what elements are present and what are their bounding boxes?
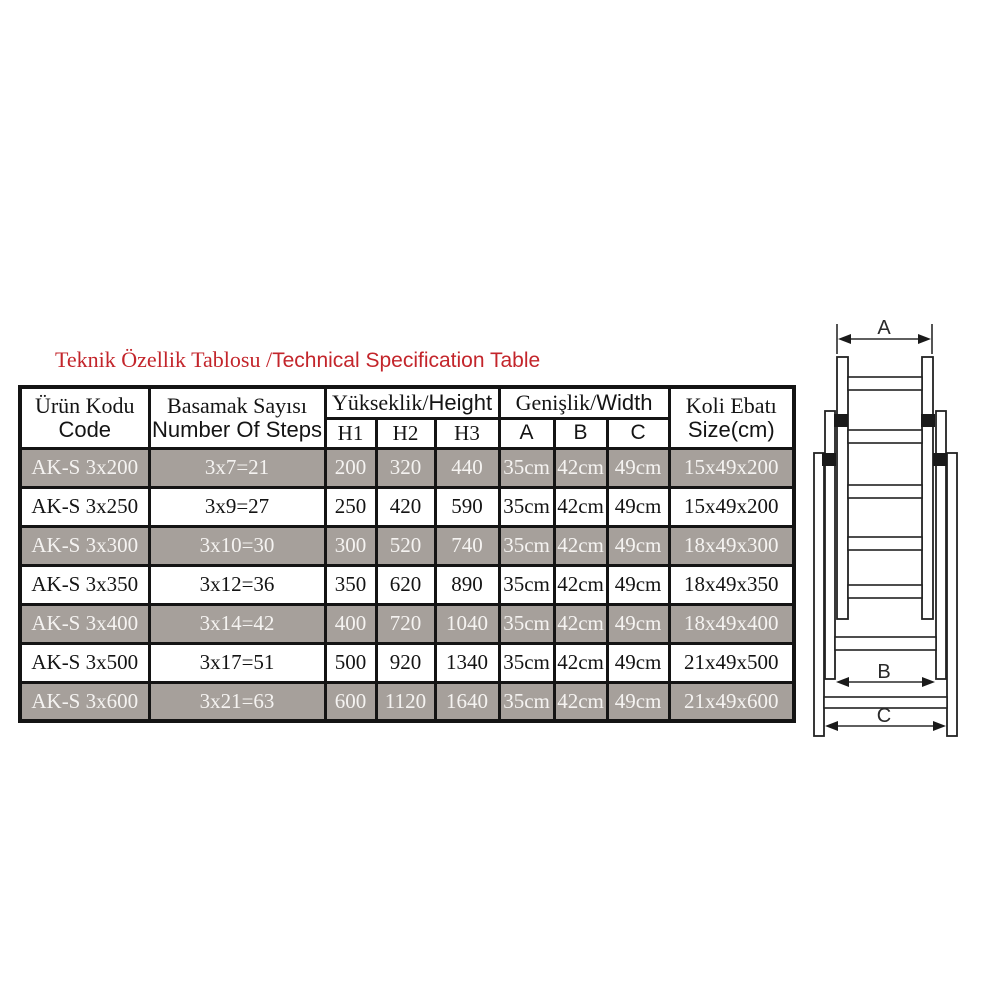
cell-h1: 400 [325,604,376,643]
header-height-en: Height [428,389,493,415]
header-width-group [499,387,669,418]
cell-code: AK-S 3x350 [20,565,149,604]
cell-steps: 3x7=21 [149,448,325,487]
header-a: A [499,418,554,448]
cell-steps: 3x12=36 [149,565,325,604]
rung [848,537,922,550]
cell-h3: 440 [435,448,499,487]
header-steps-tr: Basamak Sayısı [167,392,307,418]
middle-left-rail [825,411,835,679]
cell-h3: 1640 [435,682,499,721]
cell-a: 35cm [499,448,554,487]
page-title-english: Technical Specification Table [272,349,541,372]
table-row [20,565,794,604]
cell-package: 18x49x300 [669,526,794,565]
header-height-tr: Yükseklik/ [331,389,429,415]
inner-right-rail [922,357,933,619]
middle-right-rail [936,411,946,679]
cell-code: AK-S 3x400 [20,604,149,643]
cell-h2: 720 [376,604,435,643]
rung [835,637,936,650]
clamp [921,414,935,427]
cell-b: 42cm [554,643,607,682]
header-h3: H3 [435,418,499,448]
cell-h3: 740 [435,526,499,565]
header-code-en: Code [58,416,112,442]
cell-h2: 520 [376,526,435,565]
clamp [933,453,947,466]
cell-package: 21x49x500 [669,643,794,682]
cell-code: AK-S 3x250 [20,487,149,526]
clamp [834,414,848,427]
cell-steps: 3x21=63 [149,682,325,721]
cell-b: 42cm [554,526,607,565]
cell-b: 42cm [554,448,607,487]
cell-c: 49cm [607,448,669,487]
cell-steps: 3x17=51 [149,643,325,682]
cell-c: 49cm [607,526,669,565]
arrowhead-left [825,721,838,731]
cell-b: 42cm [554,487,607,526]
cell-h3: 1040 [435,604,499,643]
table-row [20,526,794,565]
cell-h1: 250 [325,487,376,526]
header-h2: H2 [376,418,435,448]
cell-steps: 3x10=30 [149,526,325,565]
outer-right-rail [947,453,957,736]
table-row [20,487,794,526]
cell-h1: 200 [325,448,376,487]
arrowhead-right [933,721,946,731]
rung [848,485,922,498]
header-package-tr: Koli Ebatı [685,392,777,418]
table-row [20,682,794,721]
header-row-groups [20,387,794,418]
cell-package: 18x49x350 [669,565,794,604]
header-c: C [607,418,669,448]
cell-h3: 590 [435,487,499,526]
ladder-diagram [803,313,971,745]
cell-h1: 350 [325,565,376,604]
header-package-en: Size(cm) [687,416,775,442]
cell-h1: 300 [325,526,376,565]
cell-code: AK-S 3x500 [20,643,149,682]
cell-code: AK-S 3x600 [20,682,149,721]
cell-h2: 420 [376,487,435,526]
cell-a: 35cm [499,565,554,604]
cell-package: 15x49x200 [669,487,794,526]
cell-c: 49cm [607,565,669,604]
cell-a: 35cm [499,604,554,643]
header-b: B [554,418,607,448]
rung [848,377,922,390]
cell-package: 21x49x600 [669,682,794,721]
cell-c: 49cm [607,682,669,721]
cell-package: 18x49x400 [669,604,794,643]
cell-code: AK-S 3x200 [20,448,149,487]
cell-h2: 320 [376,448,435,487]
cell-b: 42cm [554,565,607,604]
cell-package: 15x49x200 [669,448,794,487]
cell-h3: 890 [435,565,499,604]
arrowhead-right [922,677,935,687]
inner-left-rail [837,357,848,619]
table-row [20,448,794,487]
cell-h3: 1340 [435,643,499,682]
header-steps-en: Number Of Steps [152,416,322,442]
cell-c: 49cm [607,604,669,643]
header-h1: H1 [325,418,376,448]
cell-steps: 3x9=27 [149,487,325,526]
header-package [669,387,794,448]
arrowhead-right [918,334,931,344]
cell-h1: 500 [325,643,376,682]
rung [848,585,922,598]
cell-c: 49cm [607,487,669,526]
page-title [55,347,540,374]
header-code [20,387,149,448]
cell-a: 35cm [499,682,554,721]
header-height-group [325,387,499,418]
header-code-tr: Ürün Kodu [34,392,135,418]
table-row [20,604,794,643]
cell-h2: 1120 [376,682,435,721]
cell-h2: 620 [376,565,435,604]
header-width-tr: Genişlik/ [515,389,597,415]
arrowhead-left [838,334,851,344]
dim-label-c: C [876,705,892,727]
cell-a: 35cm [499,643,554,682]
table-row [20,643,794,682]
spec-table [18,385,796,723]
dim-label-a: A [877,317,891,339]
header-steps [149,387,325,448]
outer-left-rail [814,453,824,736]
dim-label-b: B [877,661,891,683]
cell-a: 35cm [499,526,554,565]
cell-h1: 600 [325,682,376,721]
rung [848,430,922,443]
header-width-en: Width [596,389,653,415]
cell-h2: 920 [376,643,435,682]
cell-a: 35cm [499,487,554,526]
cell-b: 42cm [554,682,607,721]
arrowhead-left [836,677,849,687]
cell-steps: 3x14=42 [149,604,325,643]
cell-code: AK-S 3x300 [20,526,149,565]
cell-c: 49cm [607,643,669,682]
cell-b: 42cm [554,604,607,643]
clamp [822,453,836,466]
page-title-turkish: Teknik Özellik Tablosu / [55,347,273,372]
